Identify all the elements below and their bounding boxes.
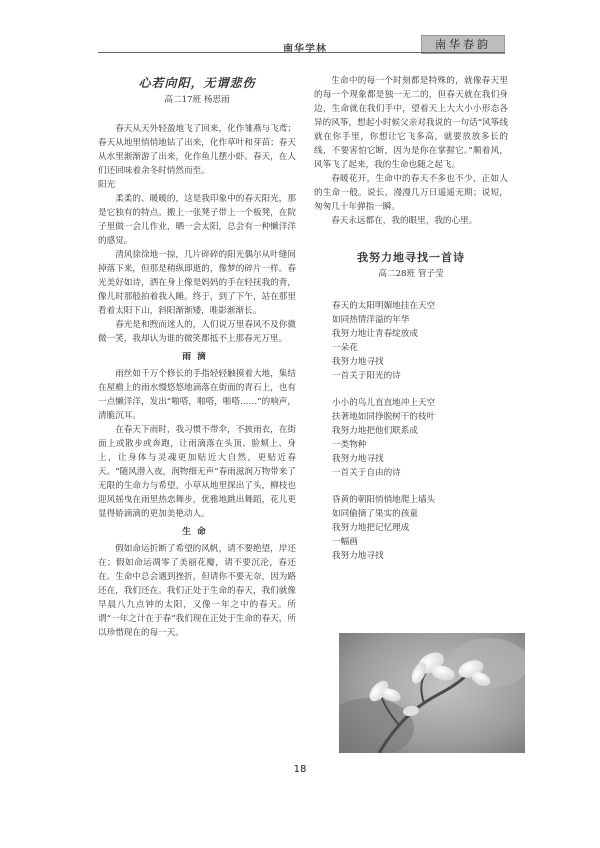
- essay-paragraph: 春光是和煦而迷人的，人们说万里春风不及你微微一笑，我却认为谁的微笑都抵不上那春光万里。: [98, 320, 296, 344]
- poem-line: 我努力地把他们联系成: [332, 426, 418, 436]
- poem-line: 春天的太阳明媚地挂在天空: [332, 301, 436, 311]
- essay-paragraph: 假如命运折断了希望的风帆，请不要绝望，岸还在；假如命运凋零了美丽花瓣，请不要沉沦，春还在。生命中总会遇到挫折，但请你不要无奈，因为路还在，我们还在。我们正处于生命的春天，我们就像早晨八九点钟的太阳，又像一年之中的春天。所谓“一年之计在于春”我们现在正处于生命的春天，所以珍惜现在的每一天。: [98, 544, 296, 638]
- page-number: 18: [293, 764, 307, 775]
- essay-paragraph: 春天永远都在，我的眼里，我的心里。: [331, 216, 478, 226]
- poem-stanza: [314, 493, 508, 563]
- poem-line: 我努力地把记忆理成: [332, 523, 410, 533]
- subheading-life: 生命: [182, 527, 212, 537]
- poem-line: 一朵花: [332, 343, 358, 353]
- poem-line: 我努力地寻找: [332, 551, 384, 561]
- poem-line: 我努力地寻找: [332, 357, 384, 367]
- poem-line: 如同热情洋溢的年华: [332, 315, 410, 325]
- poem-line: 一幅画: [332, 537, 358, 547]
- poem-stanza: [314, 299, 508, 383]
- section-label: 南华春韵: [421, 35, 505, 54]
- left-column: [98, 74, 296, 640]
- essay-paragraph: 春天从天外轻盈地飞了回来，化作雏燕与飞鸢；春天从地里悄悄地钻了出来，化作草叶和芽苗；春天从水里渐渐游了出来，化作鱼儿摆小虾。春天，在人们还回味着余冬时悄然而至。: [98, 124, 296, 176]
- header-rule: [98, 52, 505, 53]
- essay-subheading-sunlight: 阳光: [98, 180, 116, 190]
- essay-paragraph: 雨丝如千万个修长的手指轻轻触摸着大地，集结在屋檐上的雨水慢悠悠地滴落在街面的青石上，也有一点懒洋洋，发出“啪嗒，啪嗒，啪嗒……”的响声，清脆沉耳。: [98, 369, 296, 421]
- poem-title: 我努力地寻找一首诗: [357, 251, 465, 264]
- poem-line: 昏黄的朝阳悄悄地爬上墙头: [332, 495, 436, 505]
- right-column: [314, 74, 508, 576]
- poem-byline: 高二28班 管子莹: [378, 269, 444, 279]
- poem-line: 一首关于阳光的诗: [332, 371, 401, 381]
- essay-byline: 高二17班 杨思雨: [164, 95, 230, 105]
- essay-paragraph: 春暖花开，生命中的春天不多也不少，正如人的生命一般。说长，漫漫几万日遥遥无期；说短，匆匆几十年弹指一瞬。: [314, 174, 508, 212]
- poem-line: 我努力地让青春绽放成: [332, 329, 418, 339]
- essay-title: 心若向阳，无谓悲伤: [138, 76, 256, 90]
- poem-line: 扶著地如同挣脱树干的枝叶: [332, 412, 436, 422]
- essay-paragraph: 在春天下雨时，我习惯不带伞，不披雨衣，在街面上或散步或奔跑，让雨滴落在头顶、脸颊上、身上，让身体与灵魂更加贴近大自然，更贴近春天。“随风潜入夜，润物细无声”春雨滋润万物带来了无限的生命力与希望。小草从地里探出了头，柳枝也迎风摇曳在雨里热恋舞步，优雅地跳出舞蹈，花儿更显得娇滴滴的更加美艳动人。: [98, 425, 296, 519]
- essay-paragraph: 柔柔的、暖暖的，这是我印象中的春天阳光，那是它独有的特点。搬上一张凳子带上一个板凳，在院子里做一会儿作业，晒一会太阳，总会有一种懒洋洋的感觉。: [98, 194, 296, 246]
- poem-line: 我努力地寻找: [332, 454, 384, 464]
- blossom-photo: [339, 633, 525, 753]
- publication-name: 南华学林: [283, 44, 327, 55]
- poem-line: 小小的鸟儿直直地冲上天空: [332, 398, 436, 408]
- subheading-raindrops: 雨滴: [182, 352, 212, 362]
- poem-line: 一类物种: [332, 440, 367, 450]
- poem-stanza: [314, 396, 508, 480]
- essay-paragraph: 生命中的每一个时刻都是特殊的，就像春天里的每一个现象都是独一无二的，但春天就在我们身边，生命就在我们手中，望着天上大大小小形态各异的风筝，想起小时候父亲对我说的一句话“风筝线就在你手里，你想让它飞多高，就要放放多长的线，不要害怕它断，因为是你在掌握它。”顺着风，风筝飞了起来，我的生命也随之起飞。: [314, 76, 508, 170]
- poem-line: 如同偷摘了果实的孩童: [332, 509, 418, 519]
- essay-paragraph: 清风徐徐地一掠，几片碎碎的阳光偶尔从叶缝间掉落下来，但那是稍纵即逝的，像梦的碎片一样。春光美好如诗，洒在身上像是妈妈的手在轻抚我的背，像儿时那般拍着我入睡。终于，到了下午，站在那里看着太阳下山，斜阳渐渐矮，唯影渐渐长。: [98, 250, 296, 316]
- poem-line: 一首关于自由的诗: [332, 468, 401, 478]
